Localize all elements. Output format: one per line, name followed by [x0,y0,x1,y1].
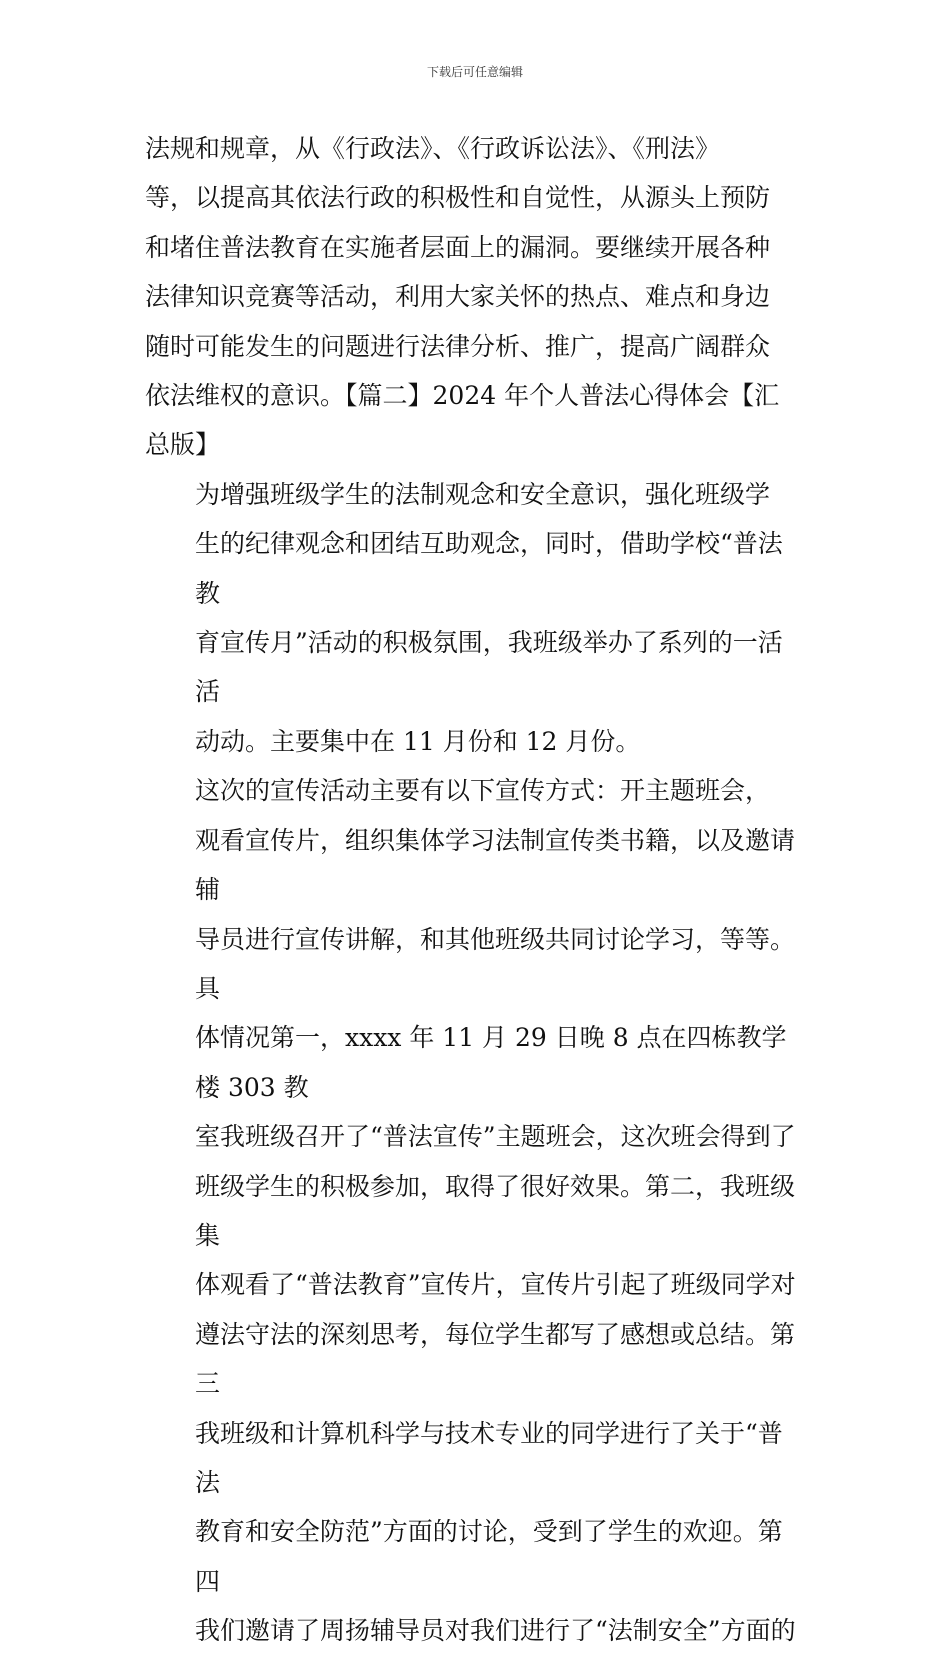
paragraph-2: 为增强班级学生的法制观念和安全意识，强化班级学 生的纪律观念和团结互助观念，同时，借助学校“普法教 育宣传月”活动的积极氛围，我班级举办了系列的一活活 动动。主要集中在 11 月份和 12 月份。 [195,479,783,756]
page-header: 下载后可任意编辑 [426,65,523,79]
document-body [145,124,807,1656]
paragraph-3: 这次的宣传活动主要有以下宣传方式：开主题班会， 观看宣传片，组织集体学习法制宣传类书籍，以及邀请辅 导员进行宣传讲解，和其他班级共同讨论学习，等等。具 体情况第一，xxxx 年 11 月 29 日晚 8 点在四栋教学楼 303 教 室我班级召开了“普法宣传”主题班会，这次班会得到了 班级学生的积极参加，取得了很好效果。第二，我班级集 体观看了“普法教育”宣传片，宣传片引起了班级同学对 遵法守法的深刻思考，每位学生都写了感想或总结。第三 我班级和计算机科学与技术专业的同学进行了关于“普法 教育和安全防范”方面的讨论，受到了学生的欢迎。第四 我们邀请了周扬辅导员对我们进行了“法制安全”方面的 [195,776,796,1646]
paragraph-1: 法规和规章，从《行政法》、《行政诉讼法》、《刑法》 等，以提高其依法行政的积极性和自觉性，从源头上预防 和堵住普法教育在实施者层面上的漏洞。要继续开展各种 法律知识竞赛等活动，利用大家关怀的热点、难点和身边 随时可能发生的问题进行法律分析、推广，提高广阔群众 依法维权的意识。【篇二】2024 年个人普法心得体会【汇 总版】 [145,134,780,460]
